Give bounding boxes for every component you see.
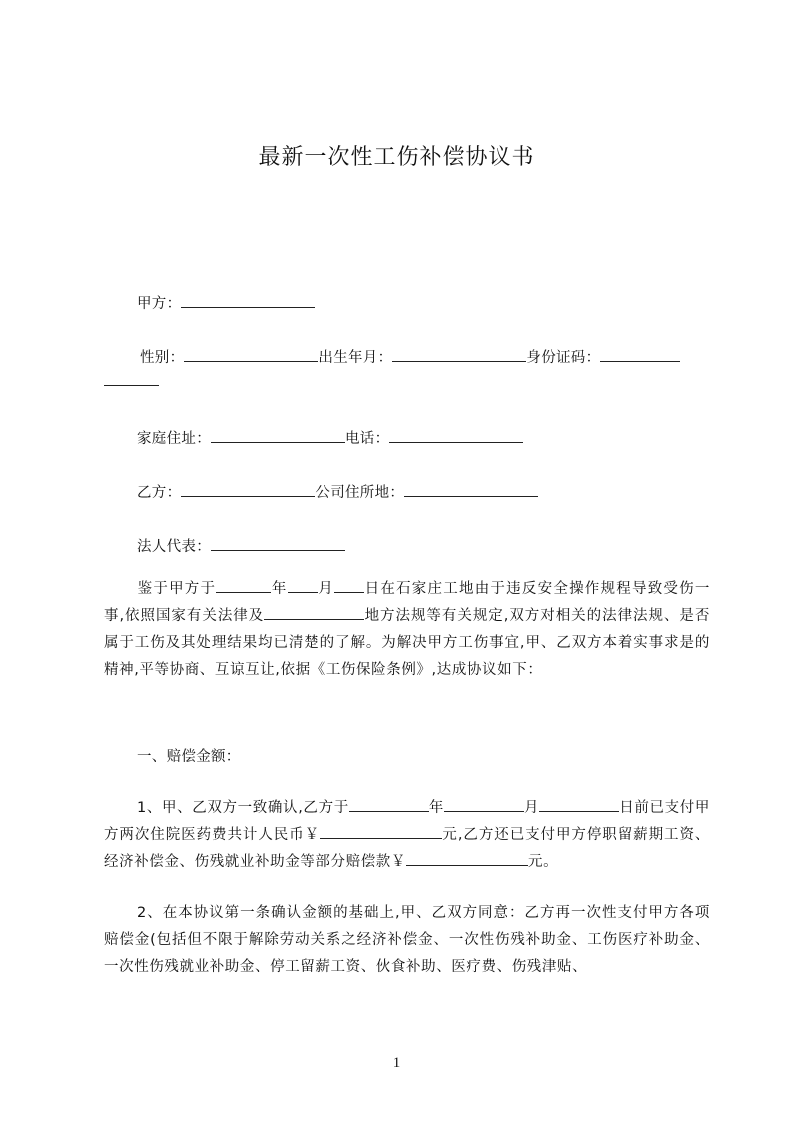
gender-blank[interactable]: [184, 348, 318, 362]
preamble-paragraph: [104, 576, 710, 684]
address-blank[interactable]: [211, 429, 345, 443]
preamble-text: 月: [317, 581, 334, 597]
legal-rep-line: [137, 535, 345, 556]
item1-text: 日前已支付甲方两次住院医药费共计人民币￥: [104, 800, 710, 843]
preamble-text: 年: [271, 581, 288, 597]
birth-label: 出生年月：: [318, 350, 393, 366]
birth-blank[interactable]: [392, 348, 526, 362]
preamble-text: 鉴于甲方于: [137, 581, 217, 597]
party-b-line: [137, 481, 538, 502]
preamble-month-blank[interactable]: [288, 579, 318, 593]
section1-heading: 一、赔偿金额：: [137, 749, 241, 765]
page-number: 1: [392, 1055, 401, 1071]
company-address-blank[interactable]: [404, 483, 538, 497]
party-a-blank[interactable]: [181, 294, 315, 308]
id-label: 身份证码：: [526, 350, 601, 366]
preamble-day-blank[interactable]: [334, 579, 364, 593]
item1-text: 元,乙方还已支付甲方停职留薪期工资、经济补偿金、伤残就业补助金等部分赔偿款￥: [104, 827, 710, 870]
item1-day-blank[interactable]: [539, 798, 619, 812]
party-a-label: 甲方：: [137, 296, 182, 312]
medical-fee-blank[interactable]: [320, 825, 442, 839]
item1-text: 元。: [528, 854, 559, 870]
legal-rep-label: 法人代表：: [137, 539, 211, 555]
company-address-label: 公司住所地：: [315, 485, 405, 501]
partial-compensation-blank[interactable]: [406, 852, 528, 866]
preamble-year-blank[interactable]: [216, 579, 271, 593]
item1-text: 月: [524, 800, 540, 816]
section1-item2: [104, 900, 710, 981]
party-b-blank[interactable]: [181, 483, 315, 497]
preamble-text: 地方法规等有关规定,双方对相关的法律法规、是否属于工伤及其处理结果均已清楚的了解。为解决甲方工伤事宜,甲、乙双方本着实事求是的精神,平等协商、互谅互让,依据《工伤保险条例》,达成协议如下：: [104, 608, 710, 678]
preamble-region-blank[interactable]: [264, 606, 364, 620]
document-title: 最新一次性工伤补偿协议书: [258, 145, 535, 170]
section1-item1: [104, 795, 710, 876]
item1-month-blank[interactable]: [444, 798, 524, 812]
id-blank-continuation: [104, 372, 159, 390]
preamble-text: 日在石家庄工地由于违反安全操作规程导致受伤一事,依照国家有关法律及: [104, 581, 710, 624]
item1-year-blank[interactable]: [349, 798, 429, 812]
phone-label: 电话：: [345, 431, 390, 447]
address-label: 家庭住址：: [137, 431, 211, 447]
gender-label: 性别：: [140, 350, 185, 366]
party-b-label: 乙方：: [137, 485, 182, 501]
item1-text: 1、甲、乙双方一致确认,乙方于: [137, 800, 349, 816]
party-a-line: [137, 292, 315, 313]
id-blank[interactable]: [600, 348, 680, 362]
id-blank-cont[interactable]: [104, 372, 159, 386]
item2-text: 2、在本协议第一条确认金额的基础上,甲、乙双方同意：乙方再一次性支付甲方各项赔偿金(包括但不限于解除劳动关系之经济补偿金、一次性伤残补助金、工伤医疗补助金、一次性伤残就业补助金、停工留薪工资、伙食补助、医疗费、伤残津贴、: [104, 905, 710, 975]
party-a-details-line: [140, 346, 680, 367]
item1-text: 年: [428, 800, 445, 816]
legal-rep-blank[interactable]: [211, 537, 345, 551]
address-line: [137, 427, 523, 448]
phone-blank[interactable]: [389, 429, 523, 443]
